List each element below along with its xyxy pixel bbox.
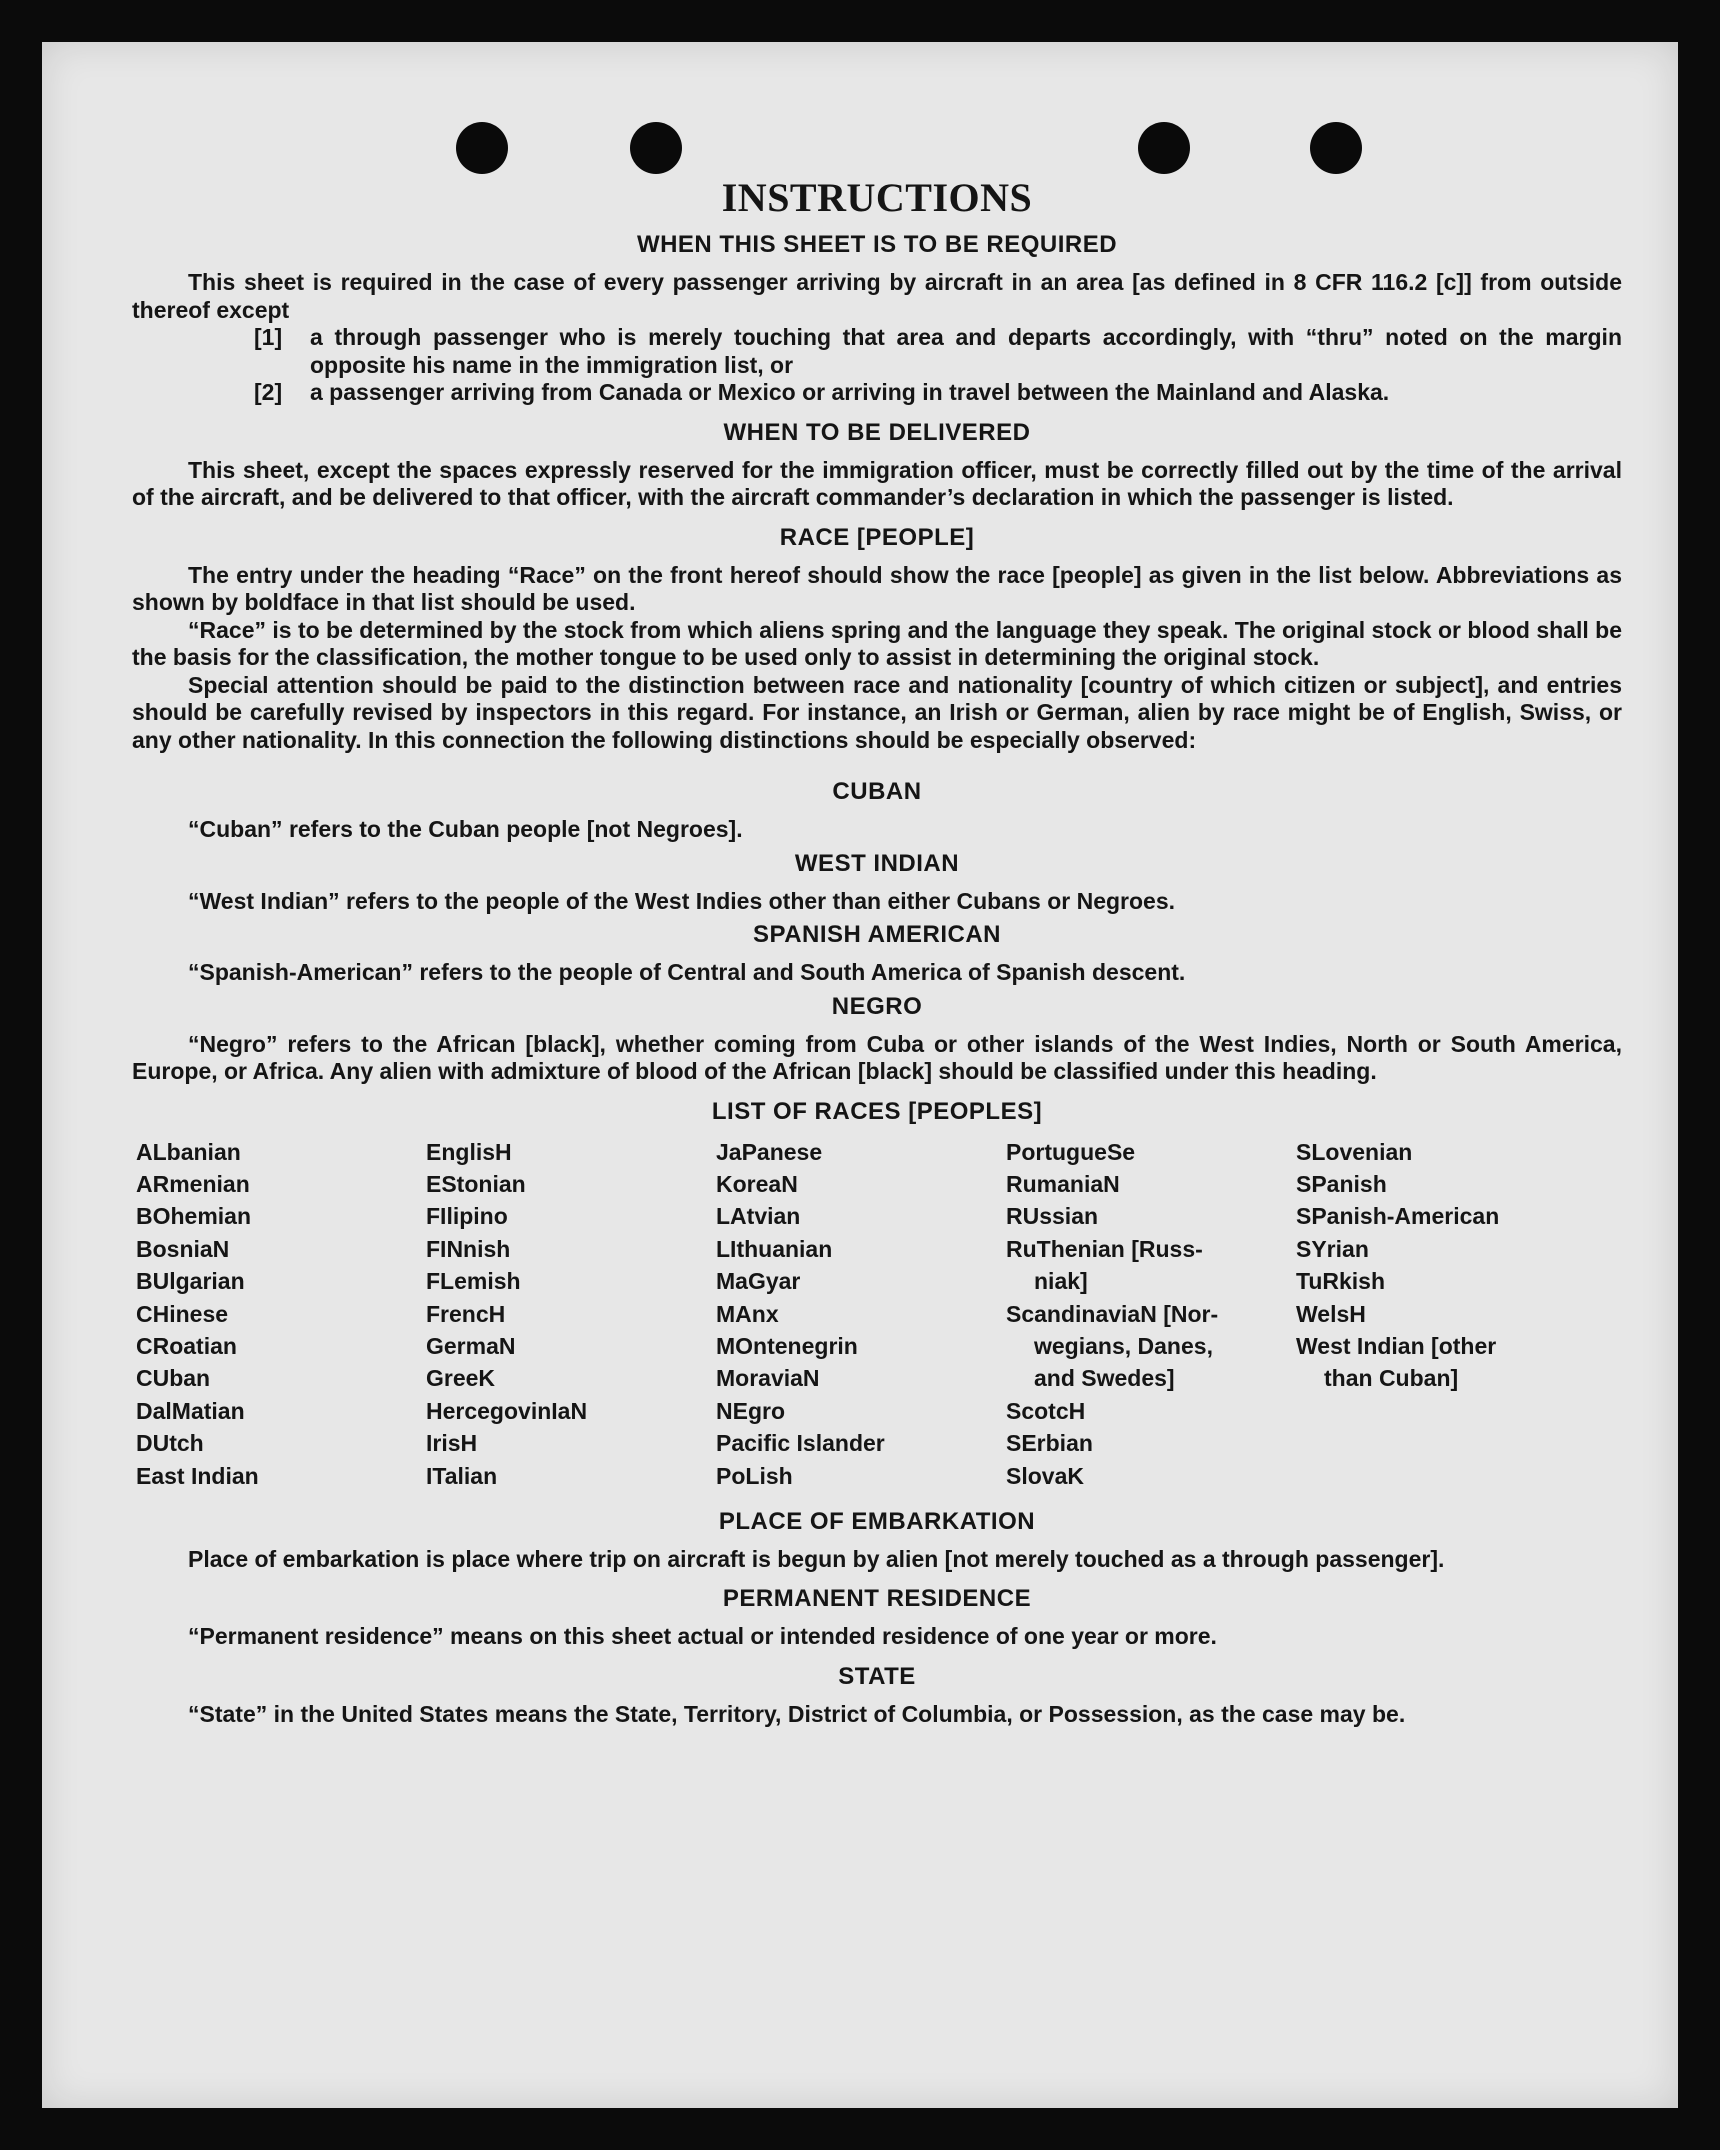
item-number: [2] <box>254 379 283 405</box>
race-entry: MaGyar <box>716 1268 801 1295</box>
heading-west-indian: WEST INDIAN <box>794 849 960 877</box>
instructions-content <box>132 174 1622 1728</box>
races-column-5 <box>1296 1136 1586 1492</box>
race-entry: ScotcH <box>1006 1397 1086 1424</box>
race-entry: EStonian <box>426 1170 526 1197</box>
race-entry: DUtch <box>136 1430 204 1457</box>
race-entry: TuRkish <box>1296 1268 1386 1295</box>
race-entry: CUban <box>136 1365 211 1392</box>
page-title: INSTRUCTIONS <box>721 175 1033 220</box>
races-column-1 <box>136 1136 426 1492</box>
race-paragraph-2: “Race” is to be determined by the stock from which aliens spring and the language they speak. The original stock or blood shall be the basis for the classification, the mother tongue to be used only to assist in determining the original stock. <box>132 616 1622 670</box>
race-entry: MAnx <box>716 1300 779 1327</box>
spanish-american-text: “Spanish-American” refers to the people of Central and South America of Spanish descent. <box>188 959 1186 985</box>
race-entry: JaPanese <box>716 1138 823 1165</box>
west-indian-text: “West Indian” refers to the people of the West Indies other than either Cubans or Negroes. <box>188 887 1176 914</box>
race-entry: FIlipino <box>426 1203 508 1230</box>
heading-negro: NEGRO <box>831 992 923 1020</box>
race-entry: FrencH <box>426 1300 506 1327</box>
race-entry: SlovaK <box>1006 1462 1084 1489</box>
race-entry: IrisH <box>426 1430 478 1457</box>
document-sheet <box>42 42 1678 2108</box>
race-entry: RuThenian [Russ- <box>1006 1235 1203 1262</box>
exception-list <box>132 324 1622 407</box>
races-column-2 <box>426 1136 716 1492</box>
race-entry: WelsH <box>1296 1300 1366 1327</box>
race-entry: MOntenegrin <box>716 1332 858 1359</box>
list-item <box>254 324 1622 379</box>
race-entry: FINnish <box>426 1235 511 1262</box>
race-entry: ALbanian <box>136 1138 241 1165</box>
delivered-text: This sheet, except the spaces expressly reserved for the immigration officer, must be correctly filled out by the time of the arrival of the aircraft, and be delivered to that officer, with the aircraft commander’s declaration in which the passenger is listed. <box>132 456 1622 510</box>
race-paragraph-3: Special attention should be paid to the distinction between race and nationality [country of which citizen or subject], and entries should be carefully revised by inspectors in this regard. For instance, an Irish or German, alien by race might be of English, Swiss, or any other nationality. In this connection the following distinctions should be especially observed: <box>132 671 1622 753</box>
race-entry: RUssian <box>1006 1203 1099 1230</box>
race-entry: BosniaN <box>136 1235 230 1262</box>
item-number: [1] <box>254 324 283 350</box>
residence-text: “Permanent residence” means on this sheet actual or intended residence of one year or more. <box>188 1623 1217 1650</box>
race-entry: ARmenian <box>136 1170 250 1197</box>
heading-state: STATE <box>838 1662 916 1690</box>
race-entry: SPanish-American <box>1296 1203 1500 1230</box>
race-paragraph-1: The entry under the heading “Race” on the front hereof should show the race [people] as given in the list below. Abbreviations as shown by boldface in that list should be used. <box>132 561 1622 615</box>
race-entry: West Indian [other <box>1296 1332 1497 1359</box>
race-entry: GreeK <box>426 1365 496 1392</box>
race-entry: FLemish <box>426 1268 521 1295</box>
race-entry: RumaniaN <box>1006 1170 1120 1197</box>
punch-hole <box>456 122 508 174</box>
race-entry: KoreaN <box>716 1170 798 1197</box>
race-entry: SYrian <box>1296 1235 1369 1262</box>
race-entry: East Indian <box>136 1462 259 1489</box>
heading-permanent-residence: PERMANENT RESIDENCE <box>722 1585 1032 1613</box>
race-entry: SLovenian <box>1296 1138 1413 1165</box>
punch-hole <box>1138 122 1190 174</box>
race-entry: ScandinaviaN [Nor- <box>1006 1300 1219 1327</box>
races-column-3 <box>716 1136 1006 1492</box>
races-table <box>136 1136 1622 1492</box>
race-entry: PoLish <box>716 1462 793 1489</box>
race-entry: BOhemian <box>136 1203 252 1230</box>
race-entry: MoraviaN <box>716 1365 820 1392</box>
race-entry: NEgro <box>716 1397 785 1424</box>
list-item <box>254 379 1622 407</box>
race-entry: CRoatian <box>136 1332 237 1359</box>
race-entry: SPanish <box>1296 1170 1387 1197</box>
punch-hole <box>630 122 682 174</box>
race-entry: GermaN <box>426 1332 516 1359</box>
races-column-4 <box>1006 1136 1296 1492</box>
race-entry-continued: niak] <box>1034 1268 1088 1295</box>
race-entry-continued: and Swedes] <box>1034 1365 1175 1392</box>
race-entry: CHinese <box>136 1300 229 1327</box>
race-entry-continued: than Cuban] <box>1324 1365 1459 1392</box>
race-entry: LIthuanian <box>716 1235 833 1262</box>
cuban-text: “Cuban” refers to the Cuban people [not Negroes]. <box>188 816 743 842</box>
race-entry: DalMatian <box>136 1397 245 1424</box>
item-text: a passenger arriving from Canada or Mexico or arriving in travel between the Mainland and Alaska. <box>310 379 1390 405</box>
race-entry: HercegovinIaN <box>426 1397 588 1424</box>
race-entry: ITalian <box>426 1462 498 1489</box>
negro-text: “Negro” refers to the African [black], whether coming from Cuba or other islands of the West Indies, North or South America, Europe, or Africa. Any alien with admixture of blood of the African [black] should be classified under this heading. <box>132 1030 1622 1084</box>
race-entry: Pacific Islander <box>716 1430 885 1457</box>
race-entry-continued: wegians, Danes, <box>1034 1332 1213 1359</box>
heading-embarkation: PLACE OF EMBARKATION <box>718 1507 1036 1535</box>
race-entry: SErbian <box>1006 1430 1093 1457</box>
heading-race: RACE [PEOPLE] <box>779 523 975 551</box>
race-entry: BUlgarian <box>136 1268 245 1295</box>
heading-list-of-races: LIST OF RACES [PEOPLES] <box>711 1097 1043 1125</box>
heading-spanish-american: SPANISH AMERICAN <box>752 921 1001 948</box>
race-entry: PortugueSe <box>1006 1138 1136 1165</box>
heading-delivered: WHEN TO BE DELIVERED <box>723 418 1031 446</box>
required-intro: This sheet is required in the case of every passenger arriving by aircraft in an area [as defined in 8 CFR 116.2 [c]] from outside thereof except <box>132 269 1622 323</box>
race-entry: LAtvian <box>716 1203 801 1230</box>
heading-cuban: CUBAN <box>832 778 922 805</box>
item-text: a through passenger who is merely touching that area and departs accordingly, with “thru” noted on the margin opposite his name in the immigration list, or <box>310 324 1622 378</box>
heading-required: WHEN THIS SHEET IS TO BE REQUIRED <box>636 231 1118 258</box>
state-text: “State” in the United States means the State, Territory, District of Columbia, or Possession, as the case may be. <box>188 1700 1406 1727</box>
embarkation-text: Place of embarkation is place where trip on aircraft is begun by alien [not merely touched as a through passenger]. <box>188 1545 1445 1572</box>
race-entry: EnglisH <box>426 1138 512 1165</box>
punch-hole <box>1310 122 1362 174</box>
